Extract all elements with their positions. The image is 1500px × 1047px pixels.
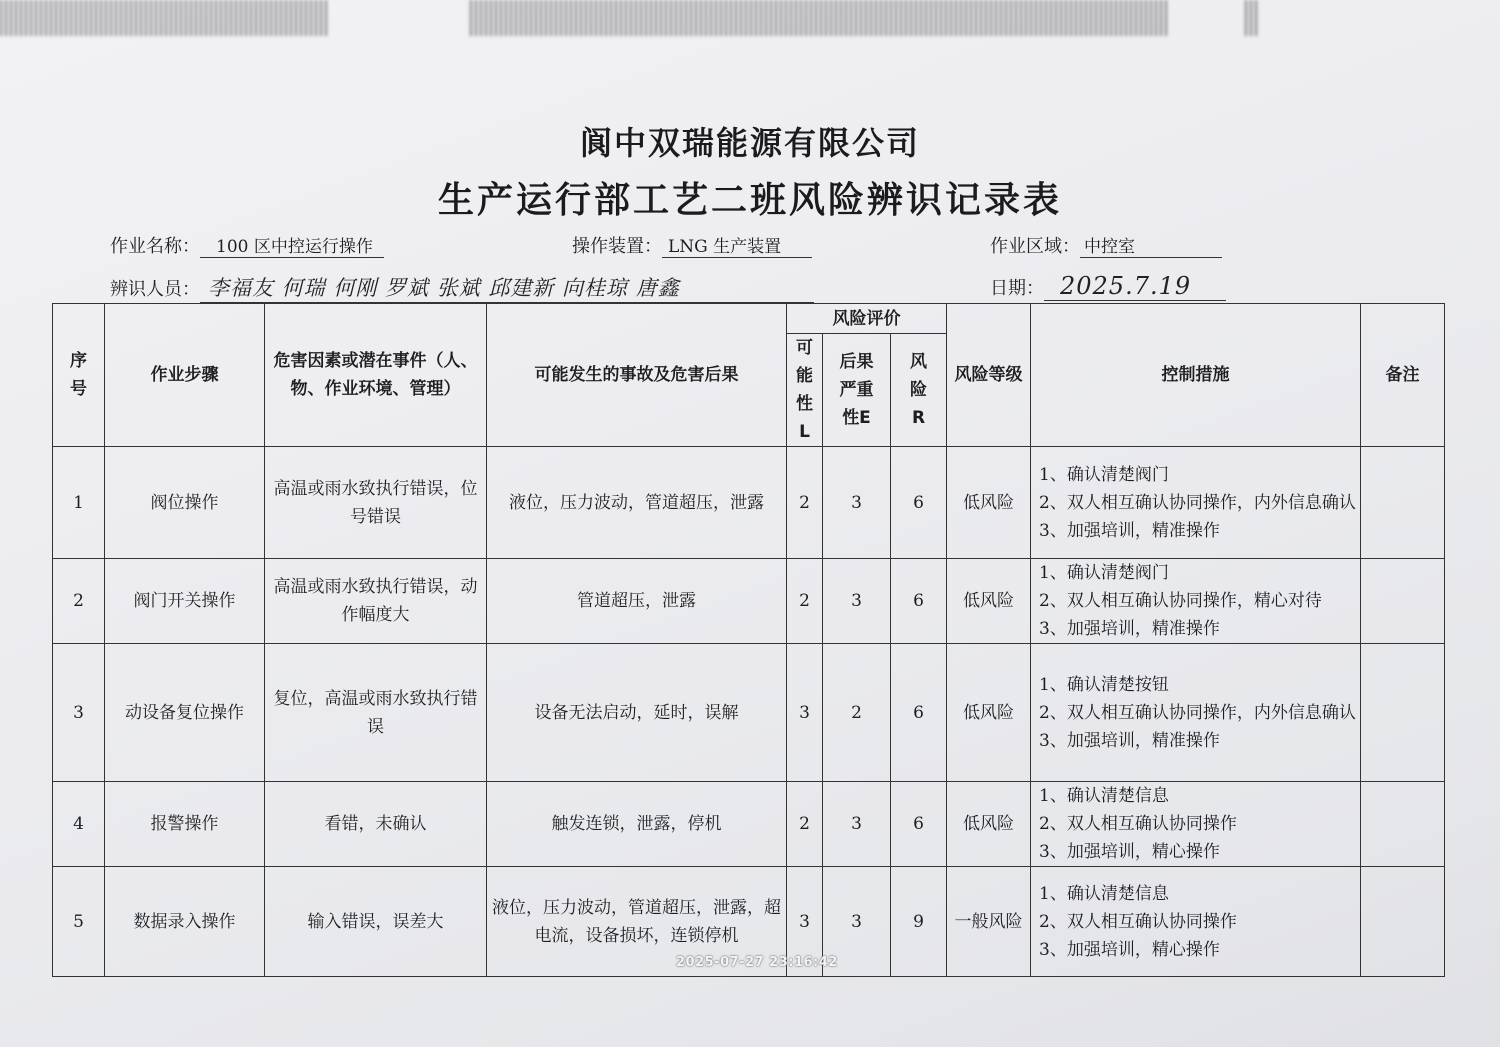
row-seq: 2: [53, 559, 105, 644]
row-remark: [1361, 782, 1445, 867]
table-row: [53, 644, 1445, 782]
identifier-label: 辨识人员：: [110, 279, 200, 300]
row-R: 9: [891, 867, 947, 977]
row-measures: [1031, 559, 1361, 644]
row-step: 数据录入操作: [105, 867, 265, 977]
row-consequence: 液位，压力波动，管道超压，泄露: [487, 447, 787, 559]
row-E: 3: [823, 447, 891, 559]
scan-shadow-right: [1245, 0, 1257, 36]
row-L: 3: [787, 867, 823, 977]
row-remark: [1361, 867, 1445, 977]
row-remark: [1361, 447, 1445, 559]
row-step: 动设备复位操作: [105, 644, 265, 782]
scan-shadow-left: [0, 0, 330, 36]
job-name-field: [110, 232, 384, 258]
table-row: [53, 447, 1445, 559]
row-consequence: 设备无法启动，延时，误解: [487, 644, 787, 782]
date-value: 2025.7.19: [1044, 272, 1226, 301]
header-L: 可能性L: [787, 334, 823, 447]
row-consequence: 液位，压力波动，管道超压，泄露，超电流，设备损坏，连锁停机: [487, 867, 787, 977]
row-level: 低风险: [947, 559, 1031, 644]
row-step: 报警操作: [105, 782, 265, 867]
header-remark: 备注: [1361, 304, 1445, 447]
device-field: [572, 232, 812, 258]
measure-item: 2、双人相互确认协同操作，内外信息确认: [1039, 702, 1356, 723]
header-E: 后果严重性E: [823, 334, 891, 447]
measure-item: 2、双人相互确认协同操作，精心对待: [1039, 591, 1322, 611]
row-level: 低风险: [947, 644, 1031, 782]
row-E: 3: [823, 559, 891, 644]
measure-item: 2、双人相互确认协同操作: [1039, 911, 1237, 932]
row-hazard: 看错，未确认: [265, 782, 487, 867]
row-R: 6: [891, 782, 947, 867]
row-step: 阀位操作: [105, 447, 265, 559]
row-R: 6: [891, 447, 947, 559]
row-level: 低风险: [947, 447, 1031, 559]
row-E: 2: [823, 644, 891, 782]
table-row: [53, 782, 1445, 867]
header-step: 作业步骤: [105, 304, 265, 447]
job-name-label: 作业名称：: [110, 236, 200, 257]
row-step: 阀门开关操作: [105, 559, 265, 644]
measure-item: 3、加强培训，精准操作: [1039, 619, 1220, 639]
measure-item: 1、确认清楚阀门: [1039, 563, 1169, 583]
header-R: 风险R: [891, 334, 947, 447]
table-row: [53, 559, 1445, 644]
measure-item: 3、加强培训，精心操作: [1039, 842, 1220, 862]
header-seq: 序号: [53, 304, 105, 447]
job-name-value: 100 区中控运行操作: [200, 232, 384, 258]
measure-item: 1、确认清楚按钮: [1039, 674, 1169, 695]
identifier-signatures: 李福友 何瑞 何刚 罗斌 张斌 邱建新 向桂琼 唐鑫: [200, 272, 814, 303]
header-control: 控制措施: [1031, 304, 1361, 447]
row-level: 低风险: [947, 782, 1031, 867]
row-seq: 5: [53, 867, 105, 977]
header-eval: 风险评价: [787, 304, 947, 334]
row-L: 2: [787, 782, 823, 867]
row-hazard: 高温或雨水致执行错误，动作幅度大: [265, 559, 487, 644]
measure-item: 2、双人相互确认协同操作，内外信息确认: [1039, 492, 1356, 513]
row-R: 6: [891, 559, 947, 644]
row-seq: 1: [53, 447, 105, 559]
area-label: 作业区域：: [990, 236, 1080, 257]
row-measures: [1031, 644, 1361, 782]
row-measures: [1031, 782, 1361, 867]
measure-item: 2、双人相互确认协同操作: [1039, 814, 1237, 834]
row-consequence: 触发连锁，泄露，停机: [487, 782, 787, 867]
header-level: 风险等级: [947, 304, 1031, 447]
identifier-field: [110, 272, 814, 303]
row-L: 3: [787, 644, 823, 782]
company-name: 阆中双瑞能源有限公司: [579, 124, 920, 162]
row-remark: [1361, 644, 1445, 782]
device-value: LNG 生产装置: [662, 232, 812, 258]
row-seq: 3: [53, 644, 105, 782]
row-L: 2: [787, 447, 823, 559]
measure-item: 1、确认清楚信息: [1039, 786, 1169, 806]
risk-table: [52, 303, 1445, 977]
date-field: [990, 272, 1226, 301]
area-field: [990, 232, 1222, 258]
row-remark: [1361, 559, 1445, 644]
row-hazard: 复位，高温或雨水致执行错误: [265, 644, 487, 782]
measure-item: 1、确认清楚阀门: [1039, 464, 1169, 485]
header-hazard: 危害因素或潜在事件（人、物、作业环境、管理）: [265, 304, 487, 447]
row-level: 一般风险: [947, 867, 1031, 977]
row-seq: 4: [53, 782, 105, 867]
photo-timestamp: 2025-07-27 23:16:42: [676, 955, 838, 970]
area-value: 中控室: [1080, 232, 1222, 258]
row-consequence: 管道超压，泄露: [487, 559, 787, 644]
measure-item: 3、加强培训，精心操作: [1039, 939, 1220, 960]
row-E: 3: [823, 867, 891, 977]
table-header-row: [53, 304, 1445, 334]
measure-item: 1、确认清楚信息: [1039, 883, 1169, 904]
row-E: 3: [823, 782, 891, 867]
document-title: 生产运行部工艺二班风险辨识记录表: [437, 180, 1062, 221]
scan-shadow-middle: [470, 0, 1170, 36]
device-label: 操作装置：: [572, 236, 662, 257]
row-measures: [1031, 447, 1361, 559]
header-consequence: 可能发生的事故及危害后果: [487, 304, 787, 447]
measure-item: 3、加强培训，精准操作: [1039, 520, 1220, 541]
row-measures: [1031, 867, 1361, 977]
row-L: 2: [787, 559, 823, 644]
date-label: 日期：: [990, 278, 1044, 299]
row-R: 6: [891, 644, 947, 782]
row-hazard: 输入错误，误差大: [265, 867, 487, 977]
row-hazard: 高温或雨水致执行错误，位号错误: [265, 447, 487, 559]
measure-item: 3、加强培训，精准操作: [1039, 730, 1220, 751]
